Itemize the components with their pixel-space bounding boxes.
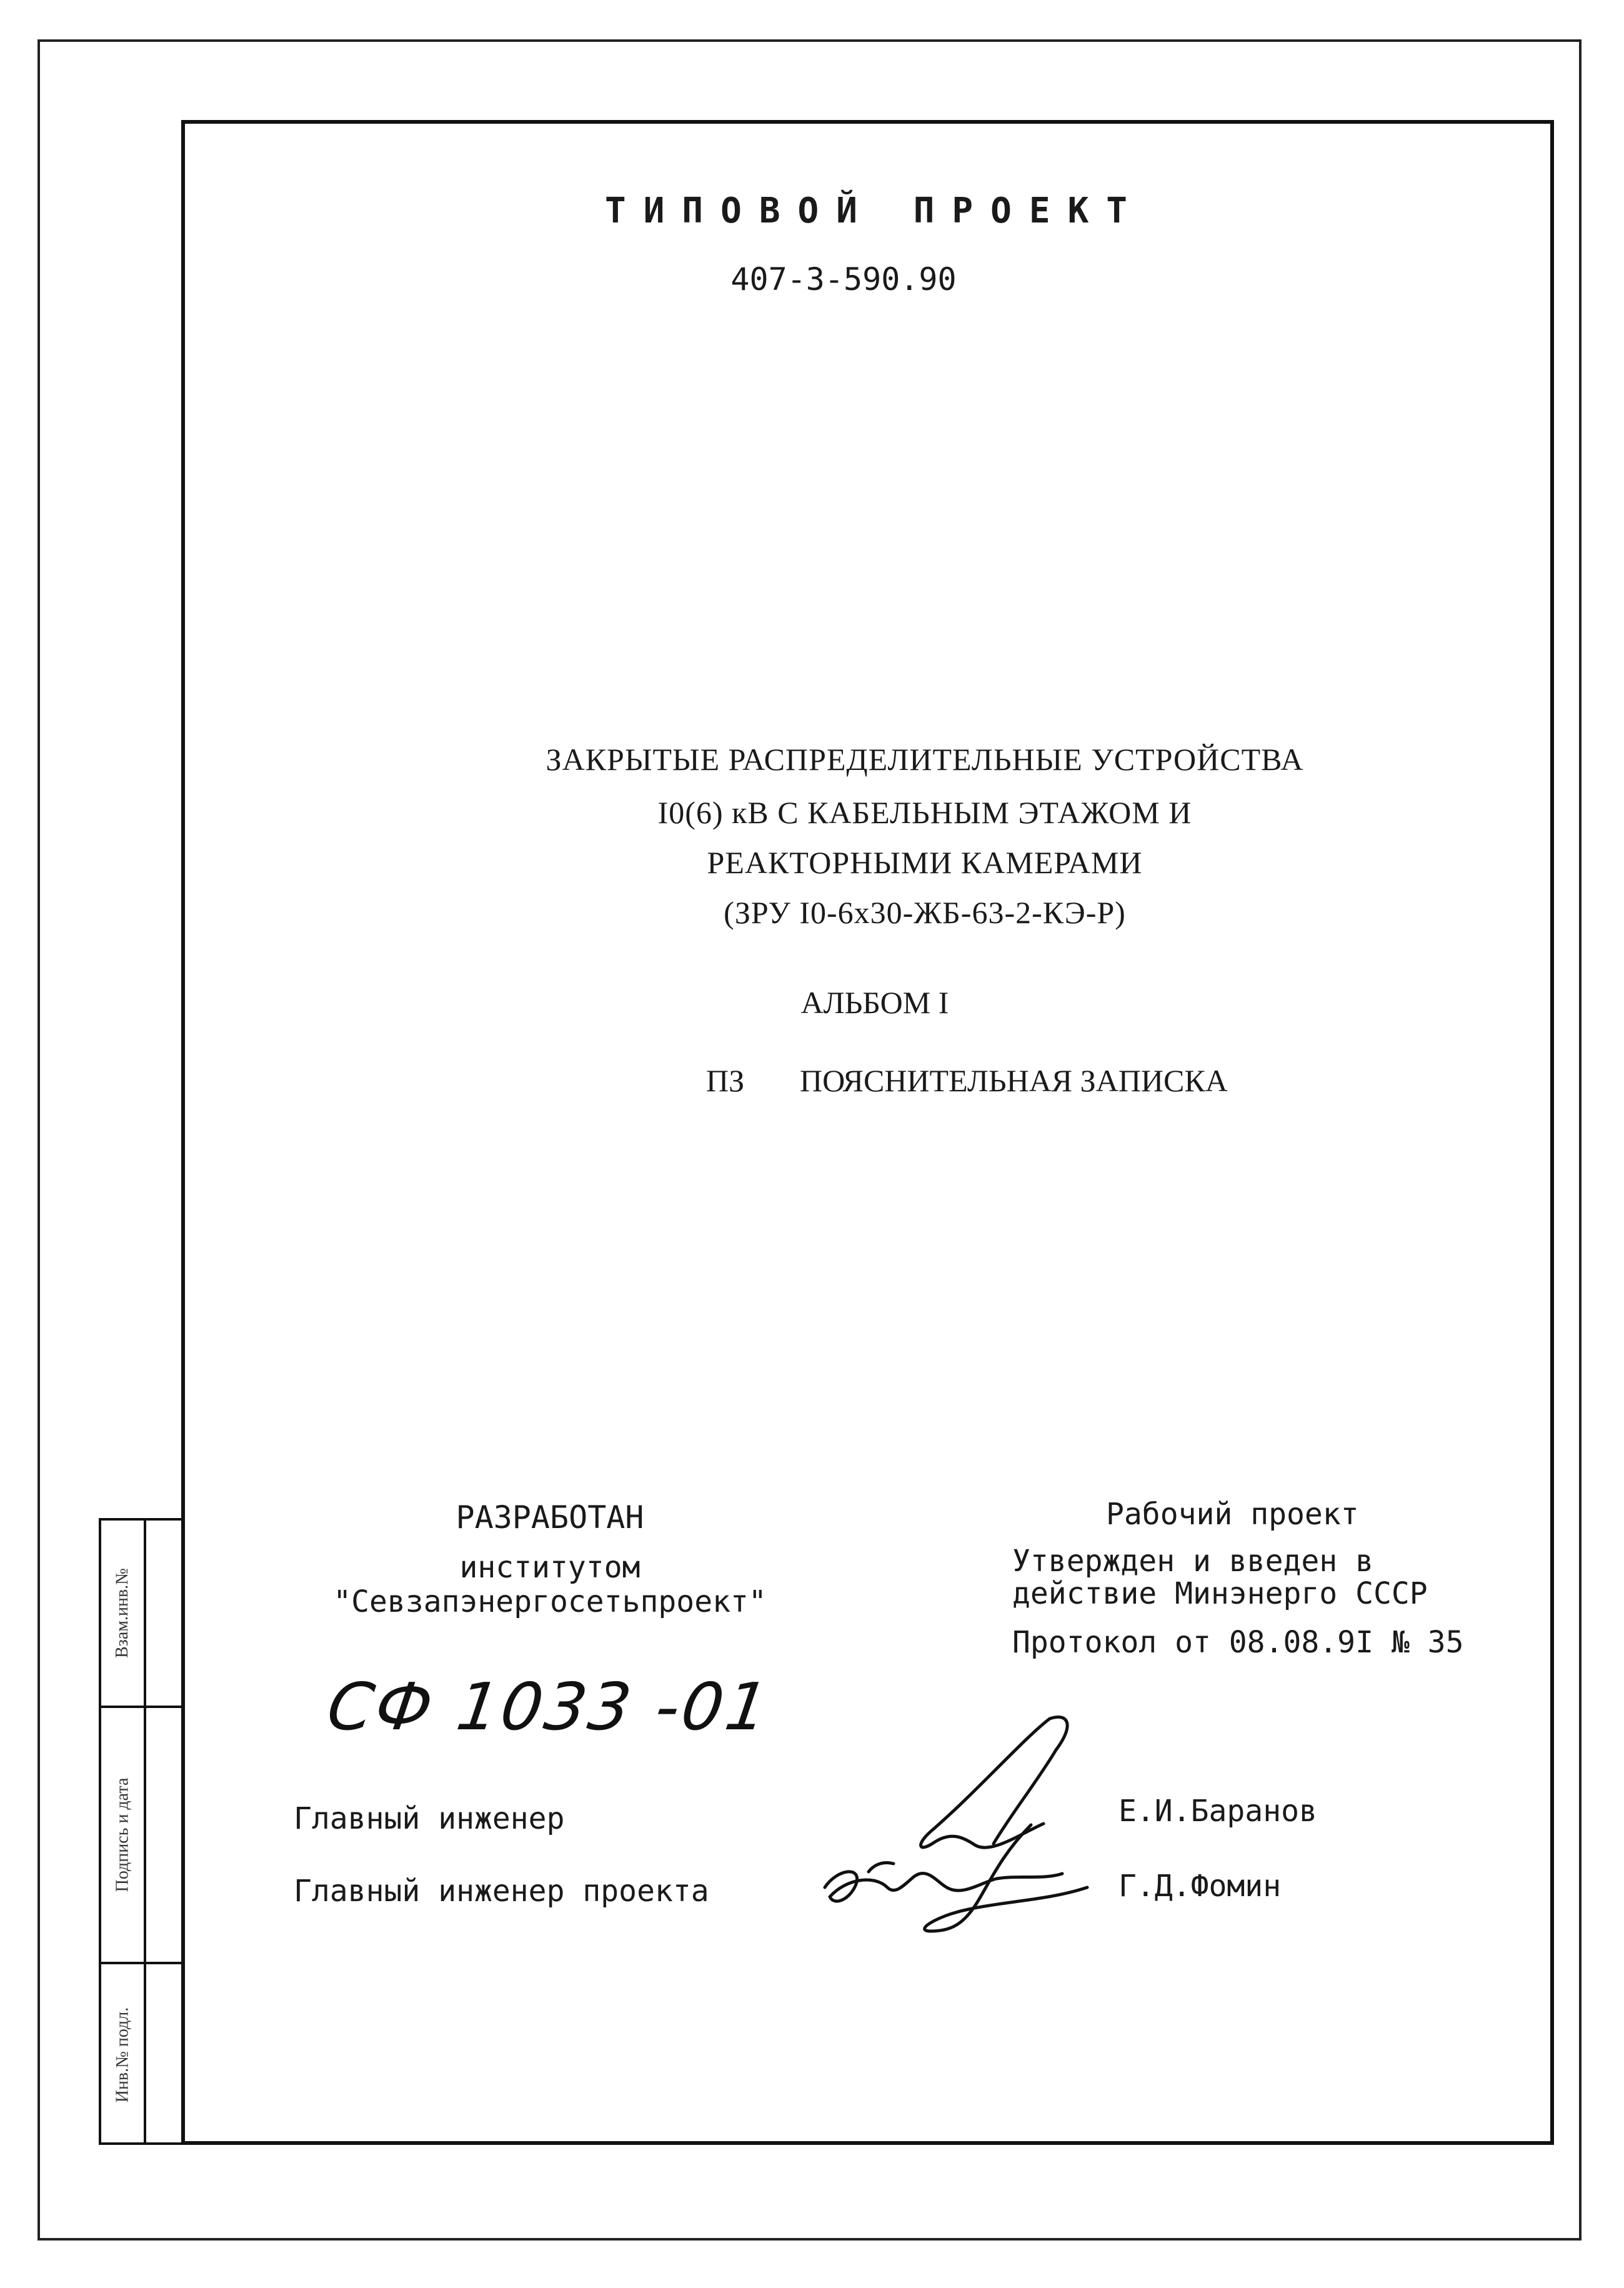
approval-line-1: Утвержден и введен в xyxy=(1012,1544,1373,1579)
chief-engineer-role: Главный инженер xyxy=(294,1801,565,1836)
stamp-cell-replaced-inv: Взам.инв.№ xyxy=(112,1568,132,1658)
stamp-divider-vertical xyxy=(144,1521,146,2142)
developer-organization: "Севзапэнергосетьпроект" xyxy=(333,1584,767,1619)
subject-line-3: РЕАКТОРНЫМИ КАМЕРАМИ xyxy=(707,845,1143,880)
stamp-cell-original-inv: Инв.№ подл. xyxy=(112,2007,132,2103)
section-code: ПЗ xyxy=(706,1063,745,1098)
project-chief-engineer-name: Г.Д.Фомин xyxy=(1118,1869,1282,1904)
approval-protocol: Протокол от 08.08.9I № 35 xyxy=(1012,1625,1464,1660)
approval-heading: Рабочий проект xyxy=(1106,1497,1359,1532)
subject-line-4: (ЗРУ I0-6х30-ЖБ-63-2-КЭ-Р) xyxy=(724,895,1126,930)
project-code: 407-3-590.90 xyxy=(730,261,957,297)
subject-line-1: ЗАКРЫТЫЕ РАСПРЕДЕЛИТЕЛЬНЫЕ УСТРОЙСТВА xyxy=(545,742,1304,777)
developer-line-1: институтом xyxy=(459,1550,640,1585)
stamp-cell-signature-date: Подпись и дата xyxy=(112,1777,132,1892)
archive-code-handwritten: СФ 1033 -01 xyxy=(322,1669,775,1745)
developer-heading: РАЗРАБОТАН xyxy=(456,1499,644,1536)
stamp-strip xyxy=(99,1518,185,2145)
chief-engineer-name: Е.И.Баранов xyxy=(1118,1794,1317,1829)
album-number: АЛЬБОМ I xyxy=(800,985,949,1020)
signatures-image xyxy=(787,1700,1112,1950)
section-title: ПОЯСНИТЕЛЬНАЯ ЗАПИСКА xyxy=(800,1063,1228,1098)
approval-line-2: действие Минэнерго СССР xyxy=(1012,1576,1428,1611)
subject-line-2: I0(6) кВ С КАБЕЛЬНЫМ ЭТАЖОМ И xyxy=(657,795,1192,830)
project-chief-engineer-role: Главный инженер проекта xyxy=(294,1874,709,1909)
document-type-title: ТИПОВОЙ ПРОЕКТ xyxy=(604,191,1145,231)
